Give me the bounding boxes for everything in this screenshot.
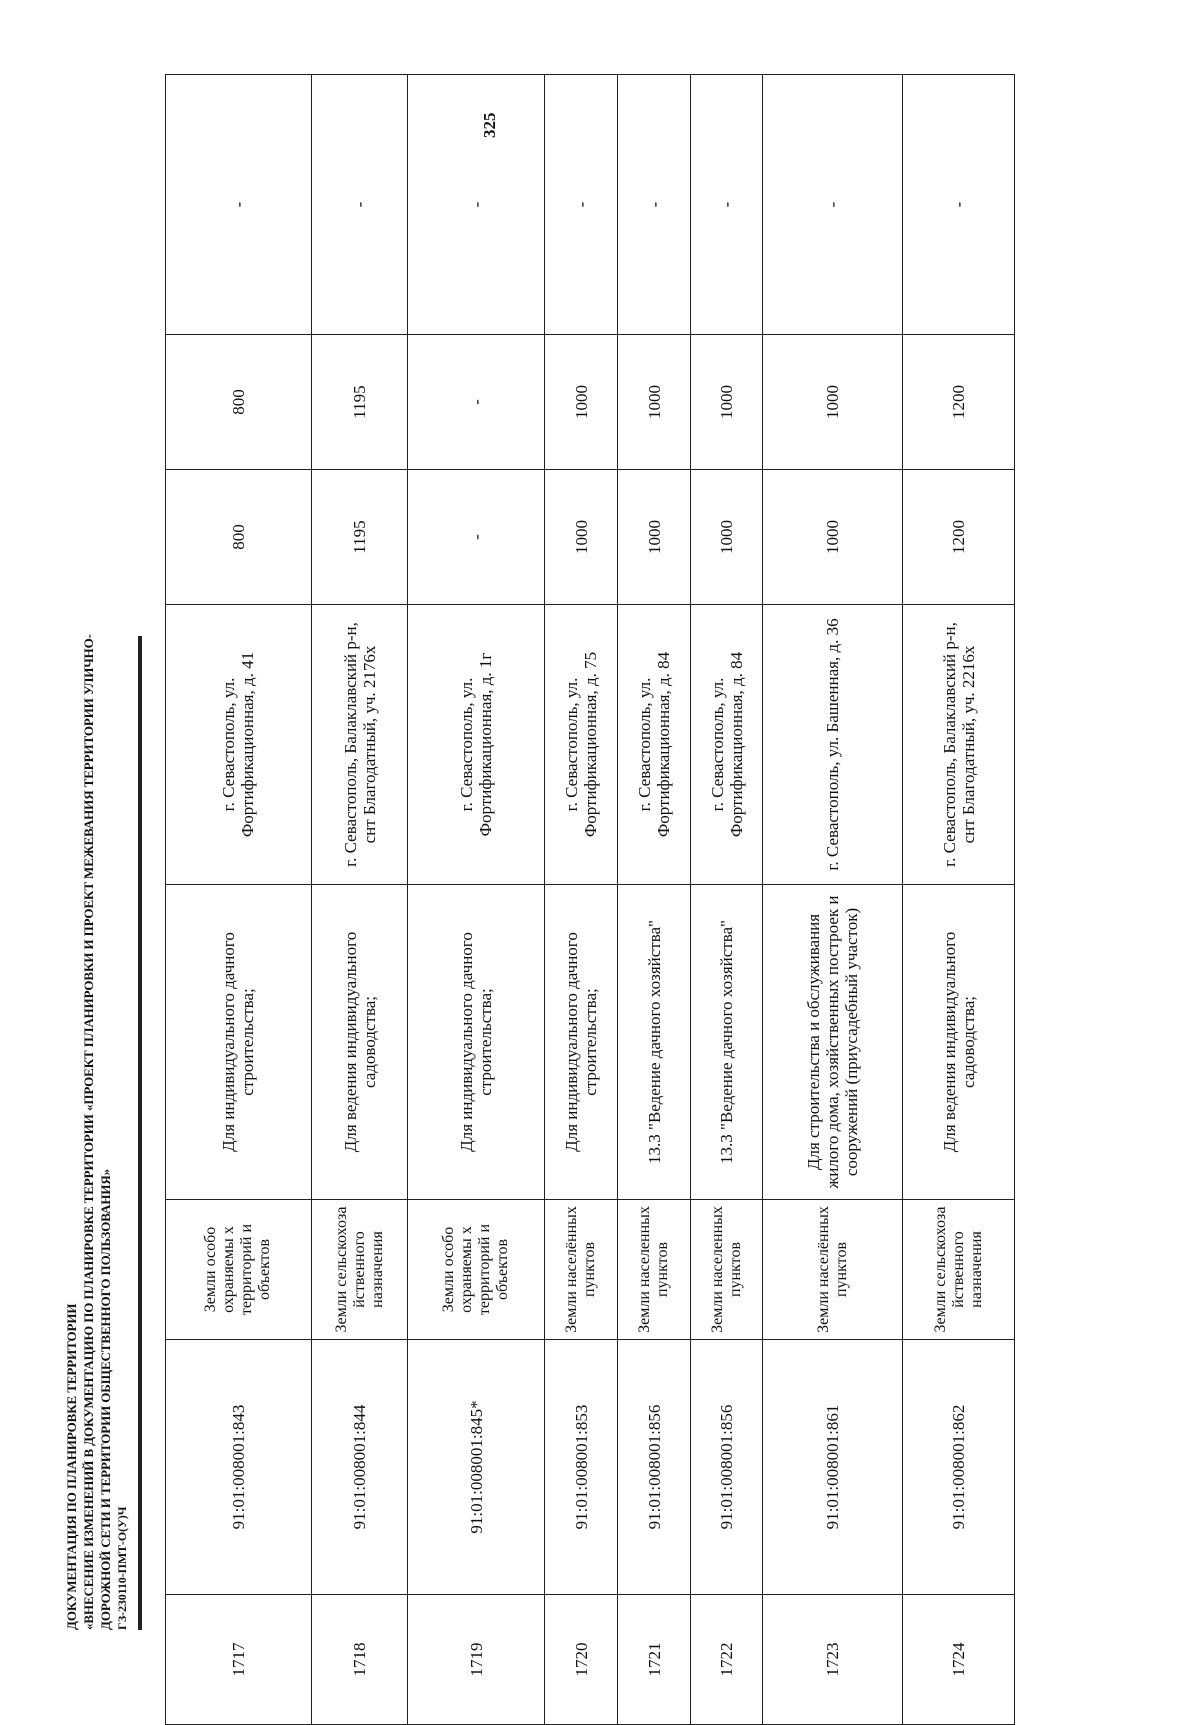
header-line: «ВНЕСЕНИЕ ИЗМЕНЕНИЙ В ДОКУМЕНТАЦИЮ ПО ПЛАНИРОВКЕ ТЕРРИТОРИИ «ПРОЕКТ ПЛАНИРОВКИ И ПРОЕКТ МЕЖЕВАНИЯ ТЕРРИТОРИИ УЛИЧНО- xyxy=(81,634,96,1630)
header-line: ДОРОЖНОЙ СЕТИ И ТЕРРИТОРИИ ОБЩЕСТВЕННОГО ПОЛЬЗОВАНИЯ» xyxy=(98,1168,113,1630)
area-value: - xyxy=(408,335,545,470)
document-code: ГЗ-230110-ПМТ-О(У)Ч xyxy=(115,1506,129,1630)
permitted-use: Для индивидуального дачного строительства; xyxy=(166,885,312,1200)
area-value: 800 xyxy=(166,470,312,605)
area-value: 1000 xyxy=(690,470,762,605)
row-number: 1719 xyxy=(408,1595,545,1725)
table-row xyxy=(311,75,407,1725)
row-number: 1721 xyxy=(618,1595,690,1725)
row-number: 1720 xyxy=(544,1595,618,1725)
row-number: 1718 xyxy=(311,1595,407,1725)
address: г. Севастополь, Балаклавский р-н, снт Благодатный, уч. 2176х xyxy=(311,605,407,885)
area-value: 1000 xyxy=(763,470,903,605)
land-category: Земли особо охраняемы х территорий и объектов xyxy=(408,1200,545,1340)
document-header xyxy=(63,30,131,1630)
area-value: 1195 xyxy=(311,335,407,470)
cadastral-number: 91:01:008001:845* xyxy=(408,1340,545,1595)
note: - xyxy=(618,75,690,335)
note: - xyxy=(903,75,1015,335)
area-value: 1195 xyxy=(311,470,407,605)
area-value: 1200 xyxy=(903,470,1015,605)
table-row xyxy=(903,75,1015,1725)
parcel-table xyxy=(165,74,1015,1725)
land-category: Земли сельскохоза йственного назначения xyxy=(903,1200,1015,1340)
table-row xyxy=(690,75,762,1725)
page-number: 325 xyxy=(480,112,499,138)
address: г. Севастополь, Балаклавский р-н, снт Благодатный, уч. 2216х xyxy=(903,605,1015,885)
land-category: Земли населённых пунктов xyxy=(544,1200,618,1340)
cadastral-number: 91:01:008001:861 xyxy=(763,1340,903,1595)
permitted-use: Для индивидуального дачного строительства; xyxy=(544,885,618,1200)
note: - xyxy=(166,75,312,335)
cadastral-number: 91:01:008001:844 xyxy=(311,1340,407,1595)
row-number: 1723 xyxy=(763,1595,903,1725)
area-value: - xyxy=(408,470,545,605)
cadastral-number: 91:01:008001:856 xyxy=(618,1340,690,1595)
area-value: 1000 xyxy=(618,470,690,605)
area-value: 1200 xyxy=(903,335,1015,470)
area-value: 1000 xyxy=(544,470,618,605)
table-row xyxy=(408,75,545,1725)
address: г. Севастополь, ул. Фортификационная, д. 84 xyxy=(618,605,690,885)
address: г. Севастополь, ул. Башенная, д. 36 xyxy=(763,605,903,885)
row-number: 1722 xyxy=(690,1595,762,1725)
area-value: 1000 xyxy=(544,335,618,470)
table-row xyxy=(544,75,618,1725)
address: г. Севастополь, ул. Фортификационная, д. 75 xyxy=(544,605,618,885)
parcel-table-container xyxy=(165,75,1015,1725)
land-category: Земли населенных пунктов xyxy=(618,1200,690,1340)
address: г. Севастополь, ул. Фортификационная, д. 41 xyxy=(166,605,312,885)
table-row xyxy=(618,75,690,1725)
note: - xyxy=(690,75,762,335)
land-category: Земли особо охраняемы х территорий и объектов xyxy=(166,1200,312,1340)
land-category: Земли населённых пунктов xyxy=(763,1200,903,1340)
row-number: 1724 xyxy=(903,1595,1015,1725)
land-category: Земли населенных пунктов xyxy=(690,1200,762,1340)
address: г. Севастополь, ул. Фортификационная, д. 1г xyxy=(408,605,545,885)
note: - xyxy=(544,75,618,335)
cadastral-number: 91:01:008001:843 xyxy=(166,1340,312,1595)
header-rule xyxy=(138,636,142,1630)
note: - xyxy=(311,75,407,335)
cadastral-number: 91:01:008001:862 xyxy=(903,1340,1015,1595)
permitted-use: 13.3 "Ведение дачного хозяйства" xyxy=(690,885,762,1200)
row-number: 1717 xyxy=(166,1595,312,1725)
permitted-use: Для ведения индивидуального садоводства; xyxy=(903,885,1015,1200)
permitted-use: Для строительства и обслуживания жилого дома, хозяйственных построек и сооружений (приусадебный участок) xyxy=(763,885,903,1200)
cadastral-number: 91:01:008001:853 xyxy=(544,1340,618,1595)
table-row xyxy=(166,75,312,1725)
note: - xyxy=(408,75,545,335)
table-row xyxy=(763,75,903,1725)
note: - xyxy=(763,75,903,335)
land-category: Земли сельскохоза йственного назначения xyxy=(311,1200,407,1340)
area-value: 800 xyxy=(166,335,312,470)
permitted-use: Для ведения индивидуального садоводства; xyxy=(311,885,407,1200)
area-value: 1000 xyxy=(690,335,762,470)
cadastral-number: 91:01:008001:856 xyxy=(690,1340,762,1595)
area-value: 1000 xyxy=(618,335,690,470)
area-value: 1000 xyxy=(763,335,903,470)
permitted-use: 13.3 "Ведение дачного хозяйства" xyxy=(618,885,690,1200)
header-line: ДОКУМЕНТАЦИЯ ПО ПЛАНИРОВКЕ ТЕРРИТОРИИ xyxy=(64,1303,79,1630)
permitted-use: Для индивидуального дачного строительства; xyxy=(408,885,545,1200)
address: г. Севастополь, ул. Фортификационная, д. 84 xyxy=(690,605,762,885)
